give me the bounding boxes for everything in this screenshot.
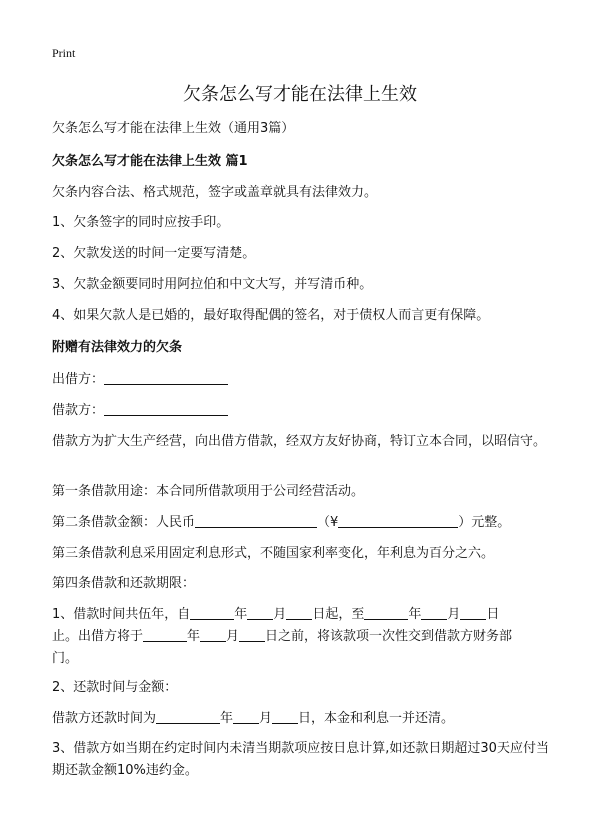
date-blank [233,709,259,724]
date-blank [156,709,220,724]
lender-label: 出借方： [52,372,105,387]
article-2 [52,512,560,534]
attachment-heading: 附赠有法律效力的欠条 [52,340,183,355]
date-blank [190,605,234,620]
article-1: 第一条借款用途：本合同所借款项用于公司经营活动。 [52,484,365,499]
article-3: 第三条借款利息采用固定利息形式，不随国家利率变化，年利息为百分之六。 [52,546,495,561]
lender-blank [104,370,228,385]
date-blank [421,605,447,620]
term-1-line-1 [52,604,560,626]
section-heading: 欠条怎么写才能在法律上生效 篇1 [52,154,248,169]
repay-line [52,708,560,730]
term-1-year: 年 [234,607,248,622]
date-blank [272,709,298,724]
amount-digits-blank [338,513,458,528]
term-1-day: 日 [486,607,500,622]
article-2-prefix: 第二条借款金额：人民币 [52,515,196,530]
term-1-month: 月 [447,607,461,622]
tip-item: 1、欠条签字的同时应按手印。 [52,215,230,230]
term-1-year: 年 [187,629,201,644]
lender-line [52,369,560,391]
borrower-blank [104,401,228,416]
article-2-mid: （¥ [317,515,339,530]
term-3: 3、借款方如当期在约定时间内未清当期款项应按日息计算,如还款日期超过30天应付当期还款金额10%违约金。 [52,741,549,778]
term-1-from: 日起，至 [312,607,365,622]
date-blank [143,627,187,642]
tip-item: 2、欠款发送的时间一定要写清楚。 [52,246,256,261]
tip-item: 4、如果欠款人是已婚的，最好取得配偶的签名，对于债权人而言更有保障。 [52,308,490,323]
tip-item: 3、欠款金额要同时用阿拉伯和中文大写，并写清币种。 [52,277,373,292]
term-2: 2、还款时间与金额： [52,680,178,695]
document-subtitle: 欠条怎么写才能在法律上生效（通用3篇） [52,121,295,136]
date-blank [247,605,273,620]
term-1-month: 月 [273,607,287,622]
date-blank [364,605,408,620]
term-1-line-3: 门。 [52,651,79,666]
repay-month: 月 [259,711,273,726]
repay-text: 借款方还款时间为 [52,711,157,726]
term-1-text: 日之前，将该款项一次性交到借款方财务部 [265,629,513,644]
borrower-label: 借款方： [52,403,105,418]
date-blank [286,605,312,620]
page-title: 欠条怎么写才能在法律上生效 [183,84,417,105]
amount-words-blank [195,513,317,528]
preamble-paragraph: 借款方为扩大生产经营，向出借方借款，经双方友好协商，特订立本合同，以昭信守。 [52,434,547,449]
borrower-line [52,400,560,422]
print-link[interactable]: Print [52,46,76,60]
term-1-text: 1、借款时间共伍年，自 [52,607,191,622]
article-2-suffix: ）元整。 [458,515,511,530]
term-1-year: 年 [408,607,422,622]
term-1-line-2 [52,626,560,648]
repay-text: 日，本金和利息一并还清。 [298,711,455,726]
date-blank [239,627,265,642]
intro-paragraph: 欠条内容合法、格式规范，签字或盖章就具有法律效力。 [52,185,378,200]
repay-year: 年 [220,711,234,726]
article-4: 第四条借款和还款期限： [52,576,196,591]
term-1-text: 止。出借方将于 [52,629,144,644]
date-blank [460,605,486,620]
term-1-month: 月 [226,629,240,644]
date-blank [200,627,226,642]
